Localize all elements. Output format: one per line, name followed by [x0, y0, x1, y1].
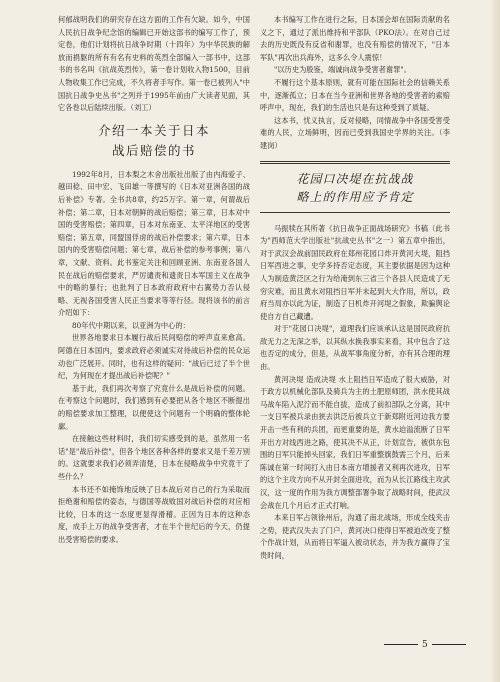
page-number — [380, 640, 470, 650]
body-paragraph: 本书编写工作在进行之际，日本国会却在国际贡献的名义之下，通过了派出维持和平部队（PKO法）。在对自己过去的历史既没有反省和谢罪，也没有赔偿的情况下，"日本军队"再次出兵海外，这多么令人震惊！ — [260, 15, 450, 62]
right-column — [260, 14, 450, 563]
body-paragraph: 基于此，我们再次考察了究竟什么是战后补偿的问题。在考察这个问题时，我们感到有必要把从各个地区不断提出的赔偿要求加工整理，以便使这个问题有一个明确的整体轮廓。 — [58, 383, 250, 431]
page-edge-shadow — [492, 0, 500, 682]
page-number-rule — [384, 644, 418, 645]
article-title-right — [260, 161, 450, 213]
page-number-rule — [432, 644, 466, 645]
body-paragraph: 80年代中期以来，以亚洲为中心的： — [72, 320, 190, 330]
body-paragraph: 黄河决堤 造成决堤 水上阻挡日军造成了很大威胁，对于政方以机械化部队及骑兵为主的土肥原师团，洪水使其战马战车陷入泥泞而不能自拔，造成了前扣部队之分离，其中一支日军被兵录由狭去洪泛后被兵立于新郑附近河边我方要开击一些有利的兵团，而更重要的是，黄水迫溢流断了日军开出方对线西进之路，使其决不从正，计划宣告，被供东包围的日军只能掉头回家，我们日军重整旗鼓需三个月，后来陈诚在第一时间打入由日本南方增援者又利再次进攻，日军的这个主攻方向不从开封全面进攻，而为从长江路线主攻武汉，这一度的作用为我方调整部署争取了战略时间，使武汉会战在几个月后才正式打响。 — [260, 374, 450, 510]
body-paragraph: 对于"花园口决堤"，道理我们应该承认这是国民政府抗敌无力之无深之举，以其纵水换我事实来看，其中包含了这也否定的成分，但是，从战军事角度分析，亦有其合理的理由。 — [260, 324, 450, 372]
body-paragraph: "以历史为殷鉴，端诚向战争受害者谢罪"。 — [274, 65, 411, 75]
article-title-line-1: 介绍一本关于日本 — [97, 122, 210, 138]
intro-paragraph: 何郁战明我们的研究存在这方面的工作有欠缺。如今，中国人民抗日战争纪念馆的编辑已开始这部书的编写工作了，预定卷，他们计划将抗日战争时期（十四年）为中华民族的解放而捐躯的所有有名有史料的英烈全部编入一部书中，这部书的书名叫《抗战英烈传》，第一卷计划收入物1500，目前人物收集工作已完成，不久将者手写作。第一卷已被列入"中国抗日战争史丛书"之列并于1995年前由广大读者见面，其它各卷以后陆续出版。（刘工） — [58, 15, 250, 113]
article-title-line-1: 花园口决堤在抗战战 — [296, 171, 414, 186]
body-paragraph: 不履行这个基本原则，就有可能在国际社会的信赖关系中，逐渐孤立；日本在当今亚洲和世界各地的受害者的索赔呼声中，现在，我们的生活也只是有这种受到了质疑。 — [260, 77, 450, 113]
article-title-left — [58, 121, 250, 161]
page-number-value: 5 — [422, 640, 428, 650]
body-paragraph: 马振犊在其所著《抗日战争正面战场研究》书稿（此书为"西师范大学出版社"抗战史丛书"之一）第五章中指出，对于武汉会战前国民政府在郑州花园口炸开黄河大堤，阻挡日军西进之事，史学多持否定态度，其主要依据是因为这种人为制造黄泛区之行为给淹到东三省三个各县人民造成了无穷灾难，而且黄水对阻挡日军并未起到大大作用，所以，政府当局亦以此为证，制造了日机炸开河堤之假象，欺骗舆论使自方自己藏遭。 — [260, 223, 450, 321]
body-paragraph: 在接触这些材料时，我们切实感受到的是，虽然用一名话"是"战后补偿"，但各个地区各种各样的要求又是千差万别的。这就要求我们必须弄清楚，日本在侵略战争中究竟干了些什么？ — [58, 434, 250, 481]
body-paragraph: 本来日军占领徐州后，沟通了南北战场，形成全线夹击之势，使武汉失去了门户，黄河决口使得日军被迫改变了整个作战计划，从而将日军逼入被动状态，并为我方赢得了宝贵时间， — [260, 513, 450, 560]
left-column — [58, 14, 250, 547]
body-paragraph: 这本书，忧义执言，反对侵略，同情战争中各国受害受难的人民，立场鲜明，因而已受到我国史学界的关注。（李建岗） — [260, 115, 450, 150]
body-paragraph: 本书还不如掩饰地反映了日本战后对自己的行为采取而拒绝谢和赔偿的姿态，与德国等战败国对战后补偿的对应相比较，日本的这一态度更显得滑稽。正因为日本的这种态度，成手上万的战争受害者，才在半个世纪后的今天，仍提出受害赔偿的要求。 — [58, 484, 250, 544]
body-paragraph: 世界各地要求日本履行战后民间赔偿的呼声直来愈高。阿德在日本国内，要求政府必须诚实对待战后补偿的民众运动也广泛展开。同时，也有这样的疑问："战后已过了半个世纪，为何现在才提出战后补偿呢？" — [58, 333, 250, 381]
article-title-line-2: 战后赔偿的书 — [111, 142, 196, 158]
body-paragraph: 1992年8月，日本梨之木舍出版社出版了由内海爱子、越田稔、田中宏、飞田雄一等撰写的《日本对亚洲各国的战后补偿》专著。全书共8章，约25万字。第一章，何谓战后补偿；第二章，日本对朝鲜的战后赔偿；第三章，日本对中国的受害赔偿；第四章，日本对东南亚、太平洋地区的受害赔偿；第五章，同盟国俘虏的战后补偿要求；第六章，日本国内的受害赔偿问题；第七章，战后补偿的参考事例；第八章，文献、资料。此书鉴定关注和回顾亚洲、东南亚各国人民在战后的赔偿要求，严厉谴责和遗责日本军国主义在战争中的略的暴行；也批判了日本政府政府中右翼势力否认侵略、无视各国受害人民正当要求等等行径。现将该书的前言介绍如下： — [58, 169, 250, 318]
article-title-line-2: 略上的作用应予肯定 — [296, 189, 414, 204]
